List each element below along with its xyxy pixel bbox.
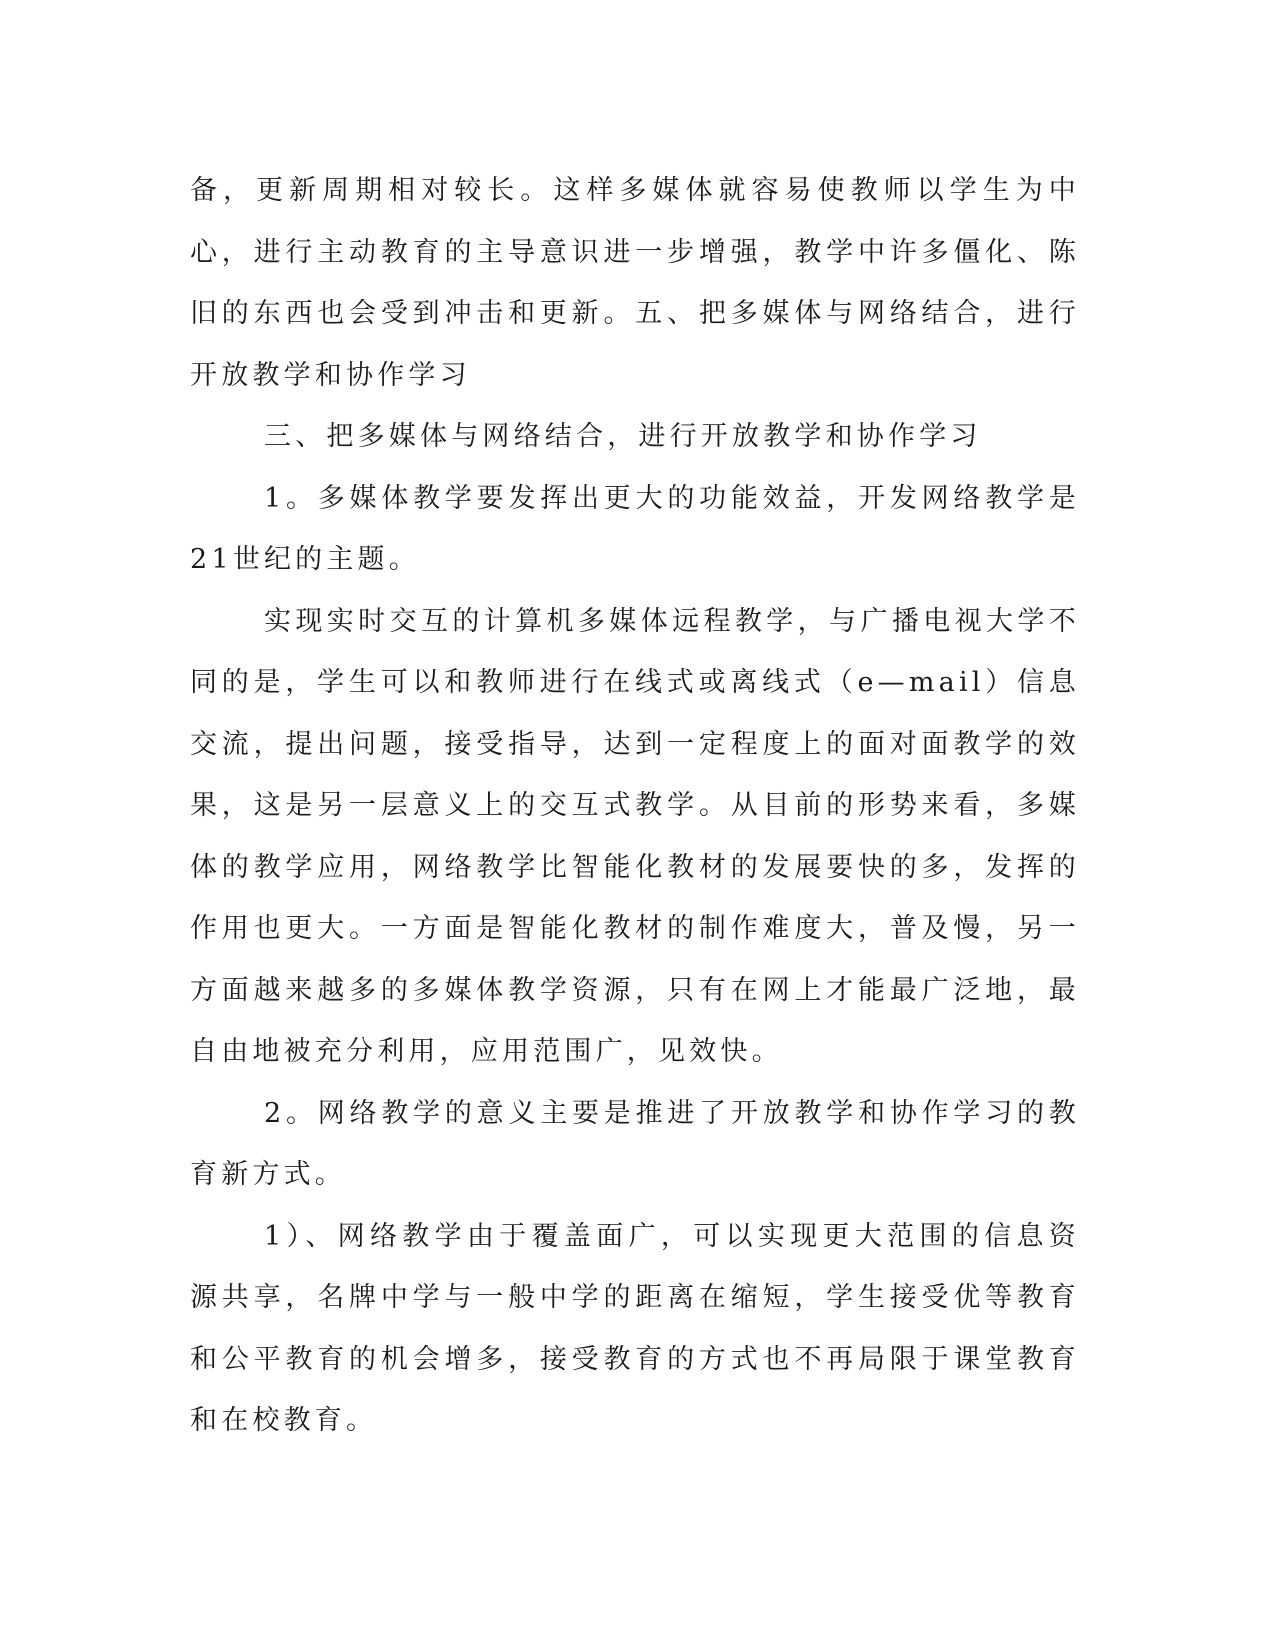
paragraph-4: 实现实时交互的计算机多媒体远程教学，与广播电视大学不同的是，学生可以和教师进行在线式或离线式（e—mail）信息交流，提出问题，接受指导，达到一定程度上的面对面教学的效果，这是另一层意义上的交互式教学。从目前的形势来看，多媒体的教学应用，网络教学比智能化教材的发展要快的多，发挥的作用也更大。一方面是智能化教材的制作难度大，普及慢，另一方面越来越多的多媒体教学资源，只有在网上才能最广泛地，最自由地被充分利用，应用范围广，见效快。	[190, 605, 1080, 1067]
paragraph-6: 1）、网络教学由于覆盖面广，可以实现更大范围的信息资源共享，名牌中学与一般中学的距离在缩短，学生接受优等教育和公平教育的机会增多，接受教育的方式也不再局限于课堂教育和在校教育。	[190, 1220, 1080, 1436]
paragraph-5: 2。网络教学的意义主要是推进了开放教学和协作学习的教育新方式。	[190, 1097, 1080, 1190]
paragraph-1: 备，更新周期相对较长。这样多媒体就容易使教师以学生为中心，进行主动教育的主导意识进一步增强，教学中许多僵化、陈旧的东西也会受到冲击和更新。五、把多媒体与网络结合，进行开放教学和协作学习	[190, 175, 1080, 391]
body-text	[190, 160, 1080, 1452]
paragraph-2-heading: 三、把多媒体与网络结合，进行开放教学和协作学习	[264, 421, 982, 452]
paragraph-3: 1。多媒体教学要发挥出更大的功能效益，开发网络教学是21世纪的主题。	[190, 482, 1080, 575]
